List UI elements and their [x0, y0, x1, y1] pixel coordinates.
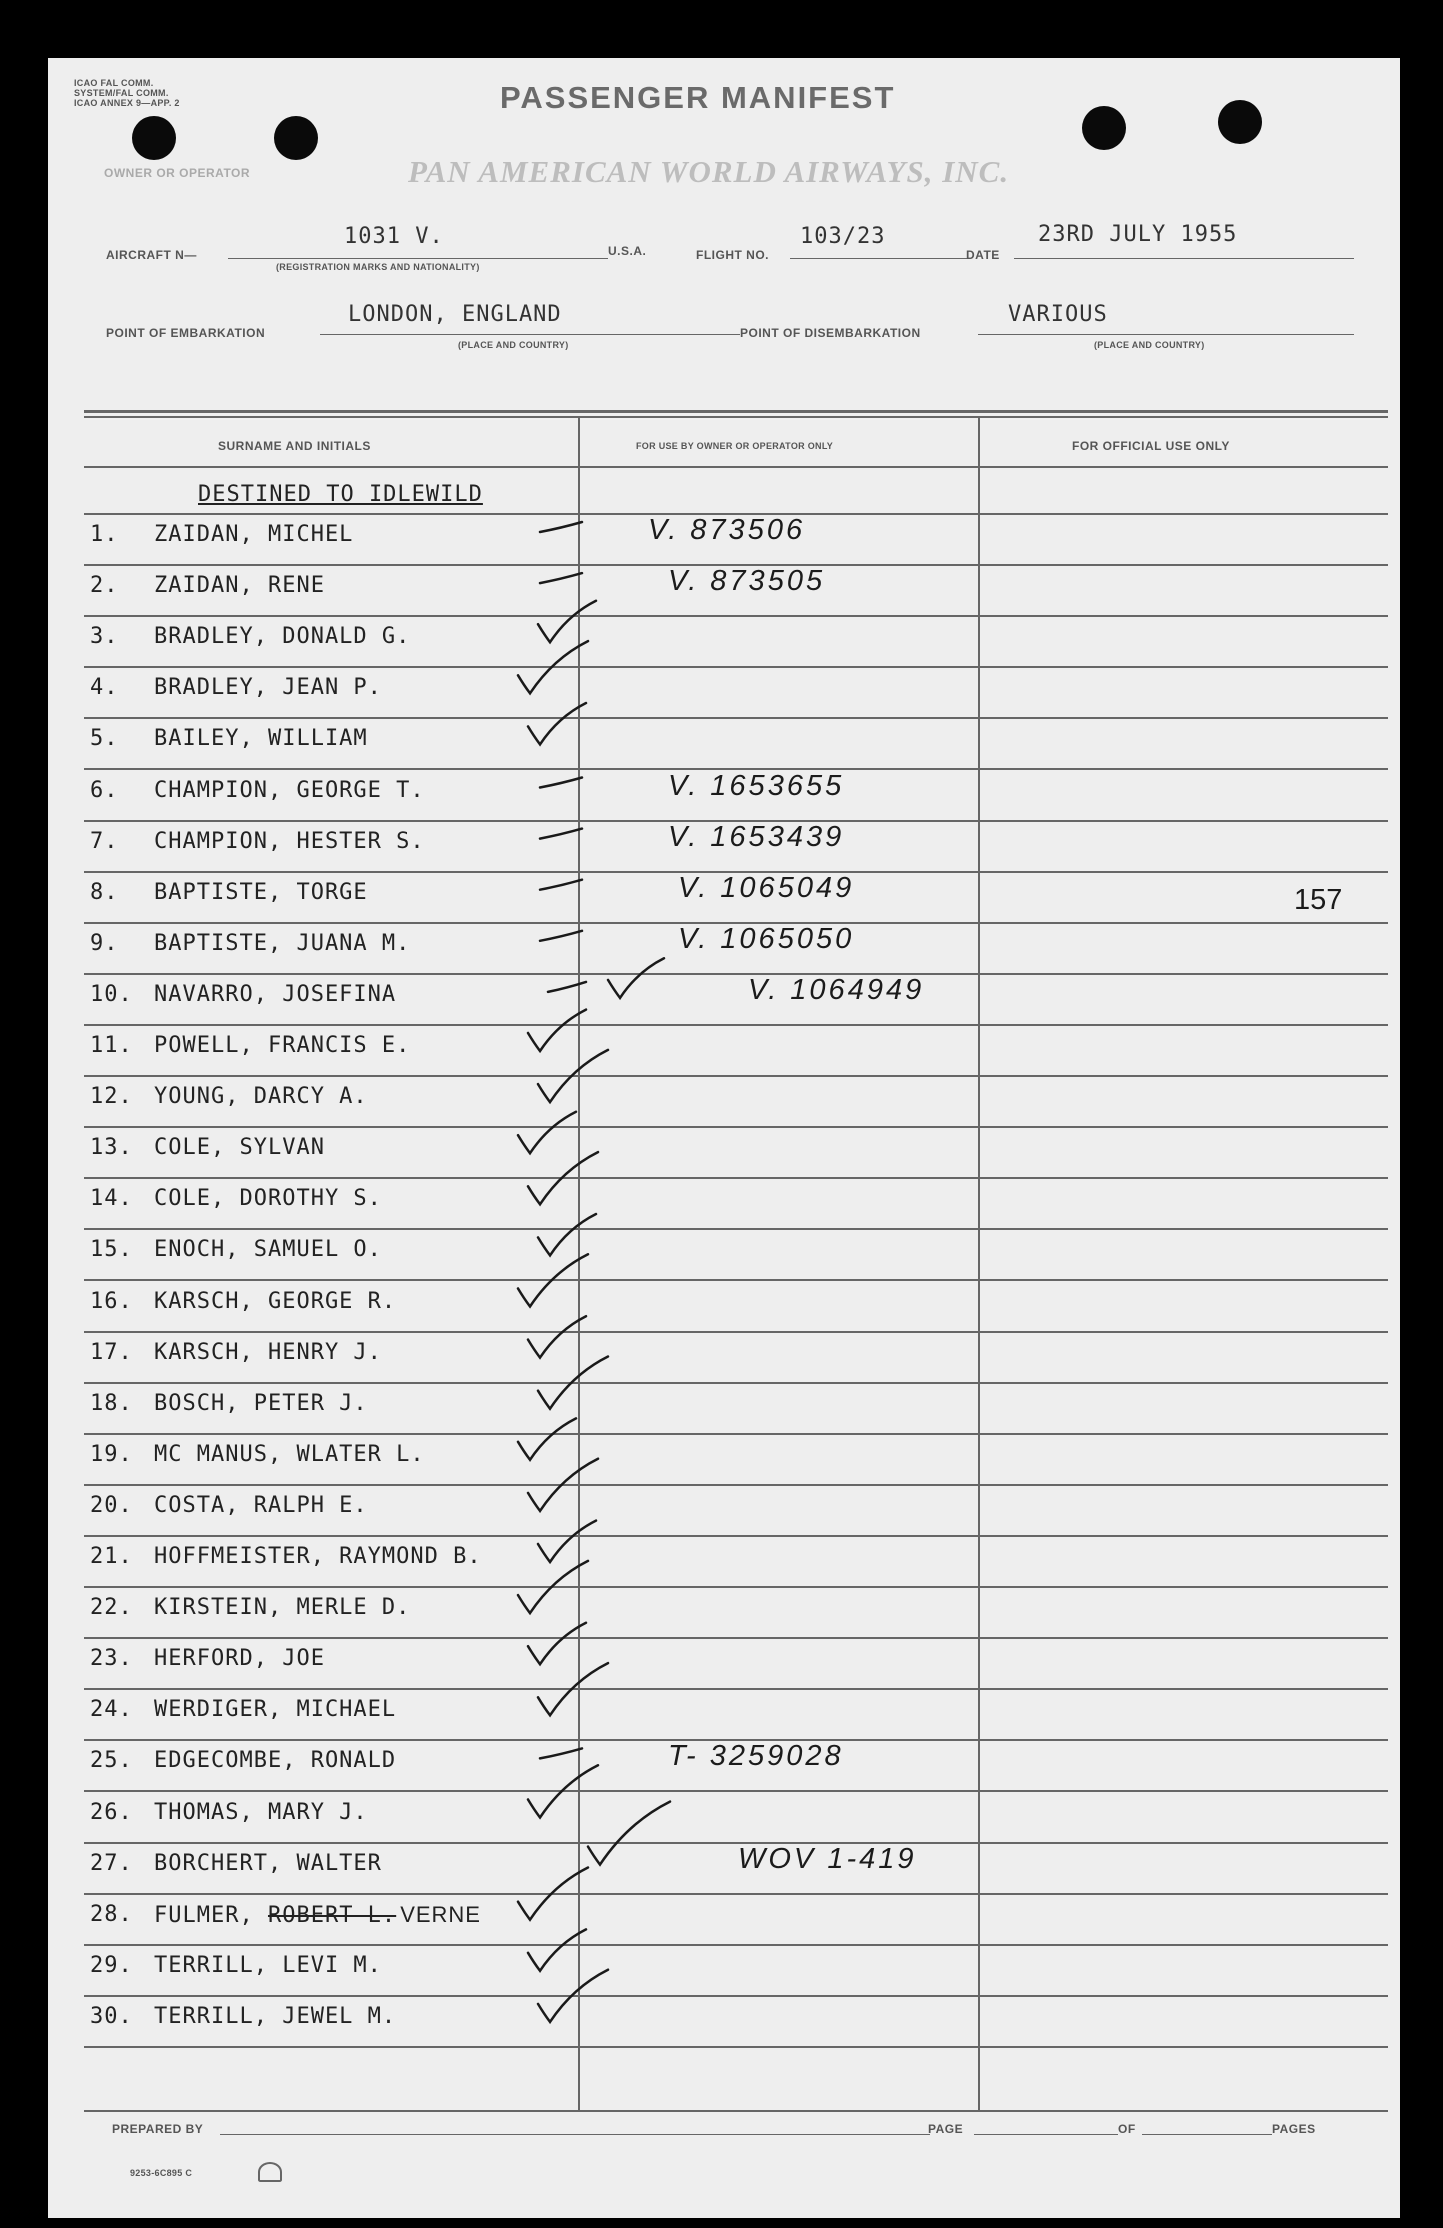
tick-dash: [540, 880, 582, 890]
tick-dash: [548, 982, 586, 992]
passenger-number: 3.: [90, 624, 119, 650]
passenger-number: 10.: [90, 981, 133, 1007]
passenger-name: COLE, SYLVAN: [154, 1135, 325, 1161]
passenger-name: BAPTISTE, JUANA M.: [154, 930, 411, 956]
tick-dash: [540, 778, 582, 788]
tick-dash: [540, 522, 582, 532]
check-mark: [518, 1561, 588, 1613]
passenger-name: ENOCH, SAMUEL O.: [154, 1237, 382, 1263]
tick-dash: [540, 829, 582, 839]
disembarkation-label: POINT OF DISEMBARKATION: [740, 326, 921, 340]
passenger-name: KARSCH, GEORGE R.: [154, 1288, 397, 1314]
handwritten-correction: VERNE: [400, 1901, 481, 1927]
passenger-name: BORCHERT, WALTER: [154, 1850, 382, 1876]
passenger-name: COSTA, RALPH E.: [154, 1492, 368, 1518]
check-mark: [538, 1970, 608, 2022]
check-mark: [528, 1152, 598, 1204]
passenger-number: 17.: [90, 1339, 133, 1365]
prepared-by-label: PREPARED BY: [112, 2122, 204, 2136]
passenger-name: BRADLEY, JEAN P.: [154, 675, 382, 701]
of-label: OF: [1118, 2122, 1136, 2136]
passenger-number: 13.: [90, 1135, 133, 1161]
passenger-number: 2.: [90, 573, 119, 599]
check-mark: [528, 1010, 586, 1051]
passenger-number: 11.: [90, 1033, 133, 1058]
passenger-name: YOUNG, DARCY A.: [154, 1084, 368, 1110]
passenger-name: EDGECOMBE, RONALD: [154, 1748, 397, 1774]
check-mark: [538, 1357, 608, 1409]
owner-note: WOV 1-419: [738, 1842, 917, 1875]
check-mark: [528, 1929, 586, 1970]
owner-note: V. 1065049: [678, 871, 855, 904]
column-header-official: FOR OFFICIAL USE ONLY: [1072, 439, 1230, 453]
aircraft-value: 1031 V.: [344, 224, 444, 249]
passenger-number: 15.: [90, 1237, 133, 1263]
passenger-number: 12.: [90, 1084, 133, 1110]
check-mark: [538, 601, 596, 642]
owner-note: V. 1653655: [668, 769, 845, 802]
passenger-name: KARSCH, HENRY J.: [154, 1339, 382, 1365]
passenger-name: MC MANUS, WLATER L.: [154, 1441, 425, 1467]
check-mark: [538, 1050, 608, 1102]
aircraft-sub-label: (REGISTRATION MARKS AND NATIONALITY): [276, 262, 480, 272]
check-mark: [608, 958, 664, 998]
check-marks-layer: [48, 58, 1400, 2218]
passenger-name: TERRILL, JEWEL M.: [154, 2003, 397, 2029]
owner-note: V. 873506: [648, 514, 806, 546]
owner-note: V. 1064949: [748, 973, 925, 1006]
owner-note: V. 1653439: [668, 820, 845, 853]
form-code: 9253-6C895 C: [130, 2168, 193, 2178]
pages-label: PAGES: [1272, 2122, 1316, 2136]
embarkation-sub-label: (PLACE AND COUNTRY): [458, 340, 569, 350]
passenger-number: 16.: [90, 1288, 133, 1314]
owner-note: V. 1065050: [678, 922, 855, 955]
passenger-name: POWELL, FRANCIS E.: [154, 1033, 411, 1058]
check-mark: [518, 641, 588, 693]
owner-note: T- 3259028: [668, 1740, 844, 1773]
check-mark: [528, 703, 586, 744]
passenger-surname: FULMER,: [154, 1902, 268, 1928]
passenger-number: 21.: [90, 1544, 133, 1569]
passenger-number: 9.: [90, 930, 119, 956]
embarkation-label: POINT OF EMBARKATION: [106, 326, 266, 340]
column-header-surname: SURNAME AND INITIALS: [218, 439, 371, 453]
passenger-name: BAILEY, WILLIAM: [154, 726, 368, 752]
aircraft-label: AIRCRAFT N—: [106, 248, 197, 262]
embarkation-value: LONDON, ENGLAND: [348, 302, 562, 327]
page-label: PAGE: [928, 2122, 964, 2136]
check-mark: [538, 1663, 608, 1715]
passenger-name: WERDIGER, MICHAEL: [154, 1697, 397, 1723]
passenger-name: HOFFMEISTER, RAYMOND B.: [154, 1544, 482, 1569]
date-label: DATE: [966, 248, 1000, 262]
disembarkation-sub-label: (PLACE AND COUNTRY): [1094, 340, 1205, 350]
passenger-number: 29.: [90, 1952, 133, 1978]
form-reference: ICAO FAL COMM. SYSTEM/FAL COMM. ICAO ANNEX 9—APP. 2: [74, 78, 180, 108]
manifest-sheet: [48, 58, 1400, 2218]
owner-note: V. 873505: [668, 565, 826, 598]
date-value: 23RD JULY 1955: [1038, 222, 1238, 247]
passenger-number: 23.: [90, 1646, 133, 1672]
passenger-name: HERFORD, JOE: [154, 1646, 325, 1672]
passenger-name: ZAIDAN, RENE: [154, 573, 325, 599]
disembarkation-value: VARIOUS: [1008, 302, 1108, 327]
owner-value: PAN AMERICAN WORLD AIRWAYS, INC.: [408, 154, 1010, 189]
check-mark: [528, 1459, 598, 1511]
passenger-number: 5.: [90, 726, 119, 752]
check-mark: [518, 1112, 576, 1153]
struck-given-name: ROBERT L.: [267, 1902, 397, 1928]
check-mark: [518, 1418, 576, 1459]
passenger-number: 26.: [90, 1799, 133, 1825]
tick-dash: [540, 573, 582, 583]
passenger-name: CHAMPION, HESTER S.: [154, 828, 425, 854]
passenger-number: 24.: [90, 1697, 133, 1723]
passenger-number: 28.: [90, 1901, 133, 1927]
check-mark: [588, 1802, 670, 1865]
passenger-name: BRADLEY, DONALD G.: [154, 624, 411, 650]
passenger-name: COLE, DOROTHY S.: [154, 1186, 382, 1212]
tick-dash: [540, 931, 582, 941]
passenger-name: THOMAS, MARY J.: [154, 1799, 368, 1825]
tick-dash: [540, 1748, 582, 1758]
flight-label: FLIGHT NO.: [696, 248, 769, 262]
usa-label: U.S.A.: [608, 244, 647, 258]
passenger-number: 4.: [90, 675, 119, 701]
passenger-number: 25.: [90, 1748, 133, 1774]
check-mark: [528, 1316, 586, 1357]
owner-label: OWNER OR OPERATOR: [104, 166, 251, 180]
passenger-name: TERRILL, LEVI M.: [154, 1952, 382, 1978]
column-header-owner: FOR USE BY OWNER OR OPERATOR ONLY: [636, 441, 834, 451]
passenger-name: NAVARRO, JOSEFINA: [154, 981, 397, 1007]
passenger-name: KIRSTEIN, MERLE D.: [154, 1595, 411, 1621]
passenger-name: BOSCH, PETER J.: [154, 1390, 368, 1416]
passenger-number: 27.: [90, 1850, 133, 1876]
passenger-number: 18.: [90, 1390, 133, 1416]
check-mark: [538, 1521, 596, 1562]
passenger-name: ZAIDAN, MICHEL: [154, 522, 354, 547]
passenger-number: 22.: [90, 1595, 133, 1621]
passenger-number: 7.: [90, 828, 119, 854]
passenger-number: 14.: [90, 1186, 133, 1212]
flight-value: 103/23: [800, 224, 886, 249]
destination-heading: DESTINED TO IDLEWILD: [198, 482, 483, 507]
page-title: PASSENGER MANIFEST: [500, 80, 896, 115]
passenger-number: 30.: [90, 2003, 133, 2029]
check-mark: [528, 1623, 586, 1664]
official-note: 157: [1294, 884, 1343, 916]
check-mark: [538, 1214, 596, 1255]
passenger-name: BAPTISTE, TORGE: [154, 879, 368, 905]
passenger-number: 20.: [90, 1492, 133, 1518]
passenger-number: 19.: [90, 1441, 133, 1467]
check-mark: [518, 1254, 588, 1306]
passenger-number: 1.: [90, 522, 119, 547]
check-mark: [528, 1765, 598, 1817]
check-mark: [518, 1868, 588, 1920]
passenger-number: 8.: [90, 879, 119, 905]
passenger-name: CHAMPION, GEORGE T.: [154, 777, 425, 803]
passenger-number: 6.: [90, 777, 119, 803]
